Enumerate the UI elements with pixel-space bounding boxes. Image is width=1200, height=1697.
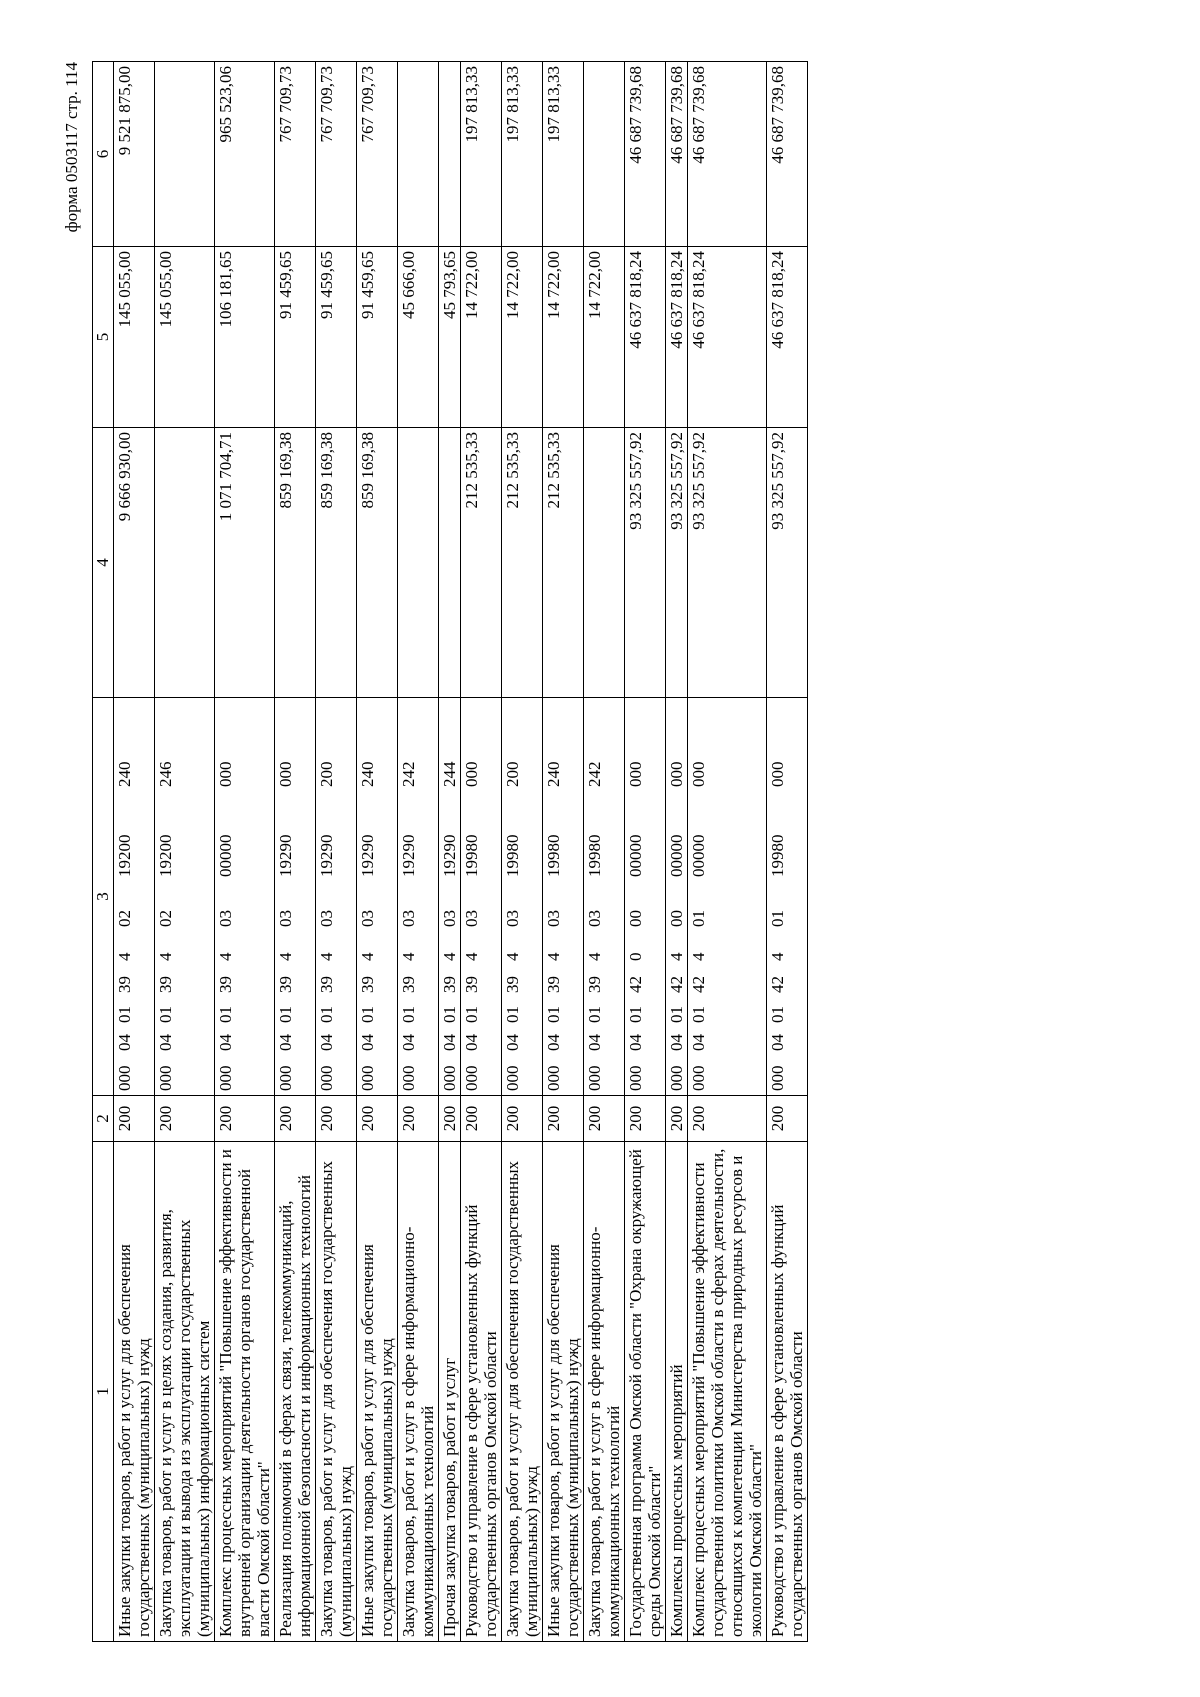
code-part: 00000 [689,834,708,877]
code-parts [689,702,708,1091]
table-header [93,62,114,1642]
code-part: 04 [317,1034,336,1051]
row-unexecuted-amount: 197 813,33 [502,62,543,247]
code-part: 000 [115,1065,134,1091]
row-executed-amount: 14 722,00 [461,247,502,428]
code-parts [440,702,459,1091]
row-unexecuted-amount [155,62,215,247]
row-approved-amount [155,428,215,698]
code-part: 01 [585,1006,604,1023]
row-classification-code [543,698,584,1096]
row-classification-code [688,698,767,1096]
table-row [439,62,461,1642]
code-part: 19290 [399,834,418,877]
code-parts [317,702,336,1091]
code-part: 19980 [585,834,604,877]
code-part: 04 [462,1034,481,1051]
row-unexecuted-amount: 9 521 875,00 [114,62,155,247]
row-line-code: 200 [215,1096,275,1142]
code-part: 4 [317,952,336,961]
code-part: 01 [689,1006,708,1023]
code-part: 19290 [276,834,295,877]
row-classification-code [275,698,316,1096]
row-line-code: 200 [461,1096,502,1142]
row-line-code: 200 [114,1096,155,1142]
code-part: 01 [358,1006,377,1023]
row-classification-code [316,698,357,1096]
code-part: 242 [585,761,604,787]
row-line-code: 200 [155,1096,215,1142]
column-header-2: 2 [93,1096,114,1142]
code-part: 01 [399,1006,418,1023]
code-part: 39 [399,976,418,993]
row-executed-amount: 45 793,65 [439,247,461,428]
code-part: 000 [585,1065,604,1091]
code-parts [115,702,134,1091]
code-part: 03 [399,910,418,927]
row-executed-amount: 14 722,00 [584,247,625,428]
row-unexecuted-amount: 46 687 739,68 [767,62,808,247]
row-unexecuted-amount: 767 709,73 [275,62,316,247]
row-executed-amount: 45 666,00 [398,247,439,428]
code-part: 00 [667,910,686,927]
row-executed-amount: 145 055,00 [155,247,215,428]
code-part: 02 [156,910,175,927]
row-classification-code [625,698,666,1096]
row-name: Прочая закупка товаров, работ и услуг [439,1142,461,1642]
code-parts [768,702,787,1091]
code-part: 000 [462,1065,481,1091]
code-part: 04 [399,1034,418,1051]
row-classification-code [439,698,461,1096]
code-part: 200 [503,761,522,787]
row-approved-amount [439,428,461,698]
code-part: 000 [626,1065,645,1091]
row-line-code: 200 [275,1096,316,1142]
code-part: 04 [689,1034,708,1051]
code-parts [276,702,295,1091]
row-name: Руководство и управление в сфере установленных функций государственных органов Омской области [767,1142,808,1642]
code-parts [544,702,563,1091]
code-part: 00 [626,910,645,927]
row-classification-code [357,698,398,1096]
row-line-code: 200 [316,1096,357,1142]
code-part: 4 [689,952,708,961]
code-part: 4 [156,952,175,961]
code-part: 01 [667,1006,686,1023]
code-parts [462,702,481,1091]
row-unexecuted-amount: 46 687 739,68 [666,62,688,247]
code-part: 19980 [768,834,787,877]
row-executed-amount: 46 637 818,24 [767,247,808,428]
code-part: 39 [115,976,134,993]
row-name: Закупка товаров, работ и услуг в сфере информационно-коммуникационных технологий [584,1142,625,1642]
code-part: 240 [115,761,134,787]
code-part: 000 [399,1065,418,1091]
table-row [543,62,584,1642]
code-part: 01 [440,1006,459,1023]
code-part: 000 [462,761,481,787]
row-approved-amount: 212 535,33 [502,428,543,698]
code-part: 04 [276,1034,295,1051]
row-classification-code [666,698,688,1096]
code-part: 03 [440,910,459,927]
row-executed-amount: 91 459,65 [316,247,357,428]
column-header-6: 6 [93,62,114,247]
code-parts [216,702,235,1091]
code-part: 42 [667,976,686,993]
table-row [357,62,398,1642]
row-approved-amount [584,428,625,698]
code-parts [358,702,377,1091]
code-part: 4 [585,952,604,961]
table-row [316,62,357,1642]
code-part: 00000 [626,834,645,877]
code-part: 00000 [216,834,235,877]
code-part: 000 [768,1065,787,1091]
code-part: 39 [585,976,604,993]
row-unexecuted-amount [439,62,461,247]
column-header-5: 5 [93,247,114,428]
code-part: 01 [317,1006,336,1023]
code-part: 03 [462,910,481,927]
row-approved-amount: 93 325 557,92 [666,428,688,698]
code-part: 39 [216,976,235,993]
row-line-code: 200 [767,1096,808,1142]
code-part: 4 [440,952,459,961]
code-part: 00000 [667,834,686,877]
code-part: 000 [216,1065,235,1091]
row-line-code: 200 [502,1096,543,1142]
column-header-3: 3 [93,698,114,1096]
row-executed-amount: 46 637 818,24 [625,247,666,428]
code-parts [156,702,175,1091]
code-part: 04 [440,1034,459,1051]
code-part: 42 [768,976,787,993]
row-unexecuted-amount: 197 813,33 [461,62,502,247]
row-executed-amount: 106 181,65 [215,247,275,428]
rotated-page [60,62,1020,1642]
row-executed-amount: 14 722,00 [502,247,543,428]
code-part: 19200 [156,834,175,877]
code-part: 04 [544,1034,563,1051]
code-part: 000 [276,1065,295,1091]
row-classification-code [461,698,502,1096]
table-row [114,62,155,1642]
row-name: Закупка товаров, работ и услуг в целях создания, развития, эксплуатации и вывода из эксплуатации государственных (муниципальных) информационных систем [155,1142,215,1642]
code-part: 04 [667,1034,686,1051]
column-header-4: 4 [93,428,114,698]
row-name: Руководство и управление в сфере установленных функций государственных органов Омской области [461,1142,502,1642]
row-line-code: 200 [688,1096,767,1142]
column-header-1: 1 [93,1142,114,1642]
row-classification-code [215,698,275,1096]
row-executed-amount: 14 722,00 [543,247,584,428]
row-name: Закупка товаров, работ и услуг для обеспечения государственных (муниципальных) нужд [502,1142,543,1642]
code-part: 19980 [544,834,563,877]
code-part: 39 [440,976,459,993]
row-approved-amount: 1 071 704,71 [215,428,275,698]
code-part: 04 [768,1034,787,1051]
code-part: 000 [440,1065,459,1091]
code-part: 01 [462,1006,481,1023]
code-part: 4 [462,952,481,961]
code-parts [626,702,645,1091]
code-part: 39 [358,976,377,993]
row-line-code: 200 [398,1096,439,1142]
row-approved-amount: 212 535,33 [461,428,502,698]
code-part: 39 [276,976,295,993]
row-name: Комплексы процессных мероприятий [666,1142,688,1642]
table-row [666,62,688,1642]
row-line-code: 200 [584,1096,625,1142]
code-part: 4 [276,952,295,961]
code-part: 19290 [317,834,336,877]
code-part: 04 [585,1034,604,1051]
row-line-code: 200 [439,1096,461,1142]
row-approved-amount: 859 169,38 [357,428,398,698]
code-part: 39 [317,976,336,993]
code-part: 000 [317,1065,336,1091]
code-part: 01 [768,910,787,927]
code-part: 04 [115,1034,134,1051]
row-classification-code [398,698,439,1096]
row-unexecuted-amount: 965 523,06 [215,62,275,247]
table-row [767,62,808,1642]
code-part: 03 [503,910,522,927]
code-part: 19980 [462,834,481,877]
row-approved-amount: 9 666 930,00 [114,428,155,698]
row-line-code: 200 [666,1096,688,1142]
code-part: 000 [667,761,686,787]
code-part: 4 [216,952,235,961]
code-part: 04 [358,1034,377,1051]
code-part: 000 [667,1065,686,1091]
code-part: 03 [317,910,336,927]
code-part: 39 [156,976,175,993]
code-part: 03 [585,910,604,927]
row-unexecuted-amount: 767 709,73 [357,62,398,247]
row-approved-amount: 93 325 557,92 [688,428,767,698]
code-parts [503,702,522,1091]
row-executed-amount: 91 459,65 [357,247,398,428]
row-line-code: 200 [625,1096,666,1142]
row-classification-code [155,698,215,1096]
code-part: 04 [626,1034,645,1051]
table-row [584,62,625,1642]
row-name: Закупка товаров, работ и услуг в сфере информационно-коммуникационных технологий [398,1142,439,1642]
row-name: Реализация полномочий в сферах связи, телекоммуникаций, информационной безопасности и информационных технологий [275,1142,316,1642]
code-part: 39 [503,976,522,993]
code-part: 240 [358,761,377,787]
code-part: 4 [358,952,377,961]
code-part: 03 [216,910,235,927]
row-classification-code [502,698,543,1096]
code-part: 246 [156,761,175,787]
table-row [625,62,666,1642]
table-row [398,62,439,1642]
row-approved-amount: 93 325 557,92 [625,428,666,698]
code-part: 000 [276,761,295,787]
row-name: Иные закупки товаров, работ и услуг для обеспечения государственных (муниципальных) нужд [543,1142,584,1642]
code-part: 01 [276,1006,295,1023]
row-executed-amount: 145 055,00 [114,247,155,428]
code-part: 000 [544,1065,563,1091]
table-row [155,62,215,1642]
code-part: 000 [503,1065,522,1091]
code-part: 03 [276,910,295,927]
table-row [461,62,502,1642]
code-part: 19980 [503,834,522,877]
row-executed-amount: 46 637 818,24 [666,247,688,428]
code-part: 000 [626,761,645,787]
code-part: 19290 [440,834,459,877]
code-part: 01 [544,1006,563,1023]
table-row [502,62,543,1642]
code-part: 000 [689,761,708,787]
code-part: 39 [544,976,563,993]
code-part: 242 [399,761,418,787]
row-name: Государственная программа Омской области "Охрана окружающей среды Омской области" [625,1142,666,1642]
code-part: 000 [358,1065,377,1091]
row-name: Комплекс процессных мероприятий "Повышение эффективности государственной политики Омской области в сферах деятельности, относящихся к компетенции Министерства природных ресурсов и экологии Омской области" [688,1142,767,1642]
row-unexecuted-amount: 197 813,33 [543,62,584,247]
code-part: 19200 [115,834,134,877]
code-part: 000 [768,761,787,787]
code-part: 39 [462,976,481,993]
row-unexecuted-amount [584,62,625,247]
code-part: 04 [503,1034,522,1051]
code-part: 000 [156,1065,175,1091]
table-body [114,62,808,1642]
code-parts [585,702,604,1091]
code-part: 240 [544,761,563,787]
row-approved-amount: 93 325 557,92 [767,428,808,698]
row-approved-amount: 859 169,38 [275,428,316,698]
code-part: 000 [216,761,235,787]
code-part: 04 [156,1034,175,1051]
table-row [215,62,275,1642]
code-parts [667,702,686,1091]
row-classification-code [584,698,625,1096]
code-part: 01 [156,1006,175,1023]
row-unexecuted-amount: 767 709,73 [316,62,357,247]
code-part: 200 [317,761,336,787]
row-approved-amount: 212 535,33 [543,428,584,698]
code-part: 4 [768,952,787,961]
row-executed-amount: 46 637 818,24 [688,247,767,428]
row-classification-code [767,698,808,1096]
form-header: форма 0503117 стр. 114 [62,62,81,233]
table-row [275,62,316,1642]
code-parts [399,702,418,1091]
row-name: Закупка товаров, работ и услуг для обеспечения государственных (муниципальных) нужд [316,1142,357,1642]
code-part: 01 [216,1006,235,1023]
row-unexecuted-amount [398,62,439,247]
code-part: 000 [689,1065,708,1091]
code-part: 19290 [358,834,377,877]
row-line-code: 200 [357,1096,398,1142]
code-part: 42 [626,976,645,993]
report-table [92,61,808,1642]
code-part: 4 [544,952,563,961]
code-part: 0 [626,952,645,961]
code-part: 03 [358,910,377,927]
code-part: 04 [216,1034,235,1051]
code-part: 01 [503,1006,522,1023]
row-name: Иные закупки товаров, работ и услуг для обеспечения государственных (муниципальных) нужд [114,1142,155,1642]
row-classification-code [114,698,155,1096]
row-approved-amount: 859 169,38 [316,428,357,698]
row-approved-amount [398,428,439,698]
table-row [688,62,767,1642]
code-part: 4 [115,952,134,961]
row-unexecuted-amount: 46 687 739,68 [625,62,666,247]
code-part: 4 [667,952,686,961]
row-name: Иные закупки товаров, работ и услуг для обеспечения государственных (муниципальных) нужд [357,1142,398,1642]
code-part: 02 [115,910,134,927]
code-part: 4 [503,952,522,961]
code-part: 03 [544,910,563,927]
code-part: 01 [689,910,708,927]
row-line-code: 200 [543,1096,584,1142]
row-name: Комплекс процессных мероприятий "Повышение эффективности и внутренней организации деятельности органов государственной власти Омской области" [215,1142,275,1642]
code-part: 244 [440,761,459,787]
row-unexecuted-amount: 46 687 739,68 [688,62,767,247]
row-executed-amount: 91 459,65 [275,247,316,428]
header-row [93,62,114,1642]
code-part: 01 [626,1006,645,1023]
code-part: 42 [689,976,708,993]
code-part: 4 [399,952,418,961]
code-part: 01 [115,1006,134,1023]
code-part: 01 [768,1006,787,1023]
